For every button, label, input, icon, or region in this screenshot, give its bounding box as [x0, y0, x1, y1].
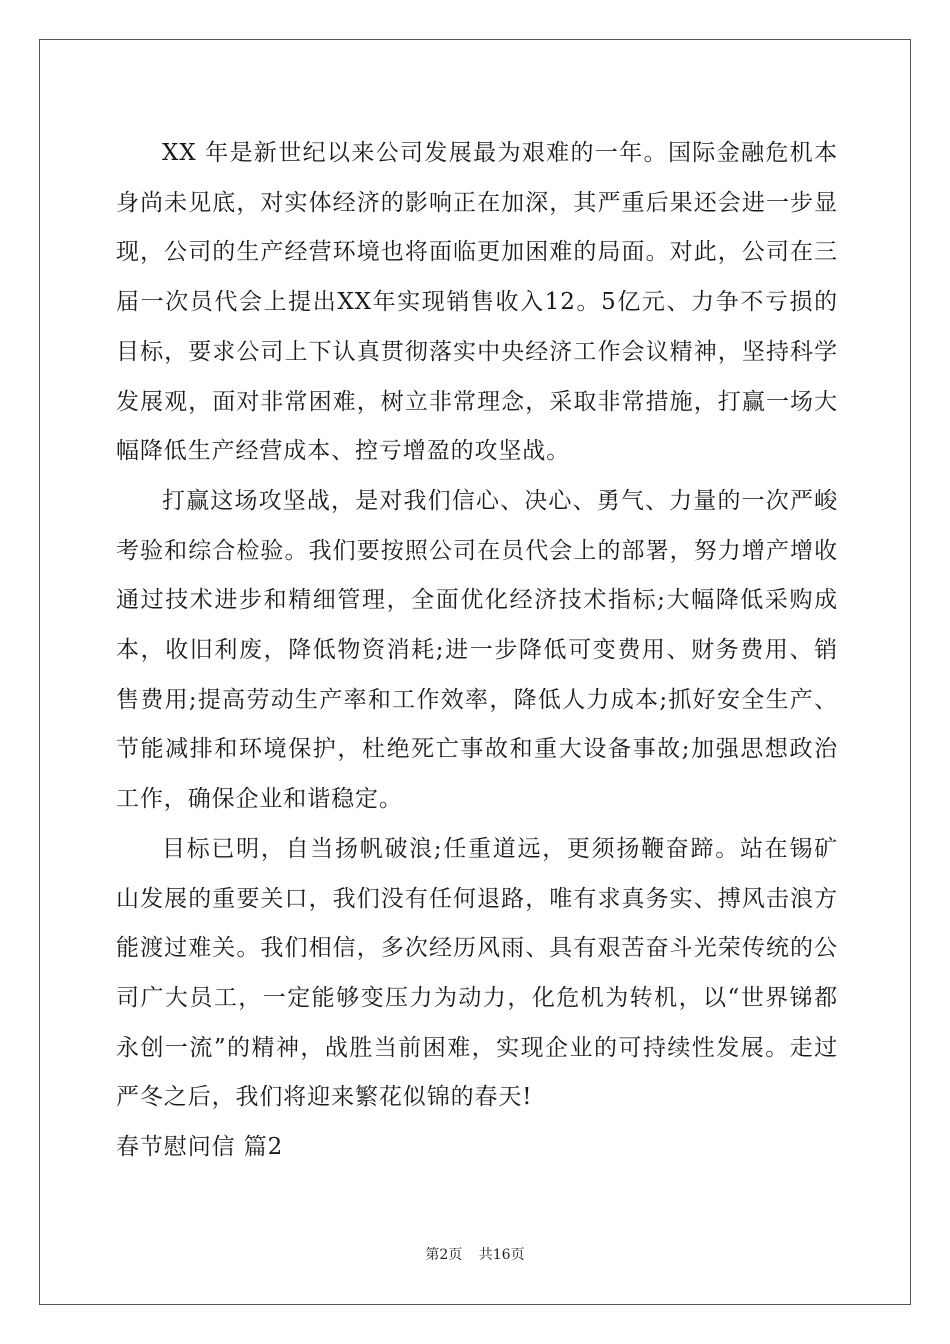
section-heading: 春节慰问信 篇2 [116, 1134, 284, 1161]
page-number: 第2页 [425, 1247, 463, 1263]
paragraph-3: 目标已明，自当扬帆破浪;任重道远，更须扬鞭奋蹄。站在锡矿山发展的重要关口，我们没有任何退路，唯有求真务实、搏风击浪方能渡过难关。我们相信，多次经历风雨、具有艰苦奋斗光荣传统的公司广大员工，一定能够变压力为动力，化危机为转机，以“世界锑都永创一流”的精神，战胜当前困难，实现企业的可持续性发展。走过严冬之后，我们将迎来繁花似锦的春天! [116, 835, 838, 1111]
document-body [116, 129, 838, 1173]
page-total: 共16页 [478, 1247, 525, 1263]
page-footer [0, 1244, 950, 1264]
paragraph-2: 打赢这场攻坚战，是对我们信心、决心、勇气、力量的一次严峻考验和综合检验。我们要按照公司在员代会上的部署，努力增产增收通过技术进步和精细管理，全面优化经济技术指标;大幅降低采购成本，收旧利废，降低物资消耗;进一步降低可变费用、财务费用、销售费用;提高劳动生产率和工作效率，降低人力成本;抓好安全生产、节能减排和环境保护，杜绝死亡事故和重大设备事故;加强思想政治工作，确保企业和谐稳定。 [116, 487, 838, 813]
paragraph-1: XX 年是新世纪以来公司发展最为艰难的一年。国际金融危机本身尚未见底，对实体经济的影响正在加深，其严重后果还会进一步显现，公司的生产经营环境也将面临更加困难的局面。对此，公司在三届一次员代会上提出XX年实现销售收入12。5亿元、力争不亏损的目标，要求公司上下认真贯彻落实中央经济工作会议精神，坚持科学发展观，面对非常困难，树立非常理念，采取非常措施，打赢一场大幅降低生产经营成本、控亏增盈的攻坚战。 [116, 140, 838, 465]
